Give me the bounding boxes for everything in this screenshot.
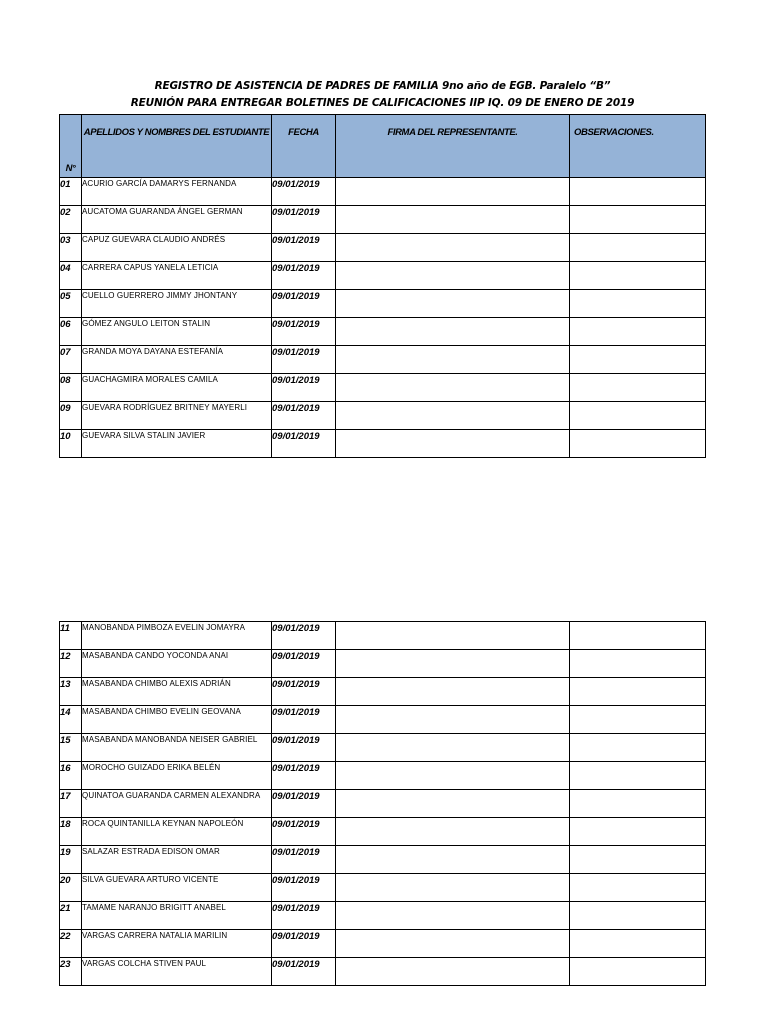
observations-cell[interactable]	[570, 290, 706, 318]
observations-cell[interactable]	[570, 902, 706, 930]
row-number: 14	[60, 706, 82, 734]
observations-cell[interactable]	[570, 818, 706, 846]
student-name: GRANDA MOYA DAYANA ESTEFANÍA	[82, 346, 272, 374]
observations-cell[interactable]	[570, 930, 706, 958]
table-row	[60, 678, 706, 706]
row-number: 22	[60, 930, 82, 958]
signature-cell[interactable]	[336, 318, 570, 346]
observations-cell[interactable]	[570, 790, 706, 818]
student-name: MANOBANDA PIMBOZA EVELIN JOMAYRA	[82, 622, 272, 650]
row-date: 09/01/2019	[272, 650, 336, 678]
table-row	[60, 318, 706, 346]
row-number: 11	[60, 622, 82, 650]
row-number: 04	[60, 262, 82, 290]
signature-cell[interactable]	[336, 262, 570, 290]
student-name: MOROCHO GUIZADO ERIKA BELÉN	[82, 762, 272, 790]
student-name: VARGAS CARRERA NATALIA MARILIN	[82, 930, 272, 958]
signature-cell[interactable]	[336, 206, 570, 234]
row-number: 06	[60, 318, 82, 346]
table-row	[60, 930, 706, 958]
row-number: 10	[60, 430, 82, 458]
attendance-table-1	[59, 114, 706, 458]
student-name: AUCATOMA GUARANDA ÁNGEL GERMAN	[82, 206, 272, 234]
row-date: 09/01/2019	[272, 762, 336, 790]
observations-cell[interactable]	[570, 762, 706, 790]
row-date: 09/01/2019	[272, 790, 336, 818]
student-name: ROCA QUINTANILLA KEYNAN NAPOLEÓN	[82, 818, 272, 846]
row-date: 09/01/2019	[272, 290, 336, 318]
row-date: 09/01/2019	[272, 902, 336, 930]
table-row	[60, 402, 706, 430]
table-row	[60, 874, 706, 902]
row-number: 12	[60, 650, 82, 678]
student-name: SILVA GUEVARA ARTURO VICENTE	[82, 874, 272, 902]
document-subtitle: REUNIÓN PARA ENTREGAR BOLETINES DE CALIFICACIONES IIP IQ. 09 DE ENERO DE 2019	[130, 97, 635, 109]
table-row	[60, 622, 706, 650]
row-number: 17	[60, 790, 82, 818]
observations-cell[interactable]	[570, 846, 706, 874]
observations-cell[interactable]	[570, 374, 706, 402]
signature-cell[interactable]	[336, 930, 570, 958]
row-number: 16	[60, 762, 82, 790]
header-date: FECHA	[272, 115, 336, 178]
row-date: 09/01/2019	[272, 178, 336, 206]
header-signature: FIRMA DEL REPRESENTANTE.	[336, 115, 570, 178]
row-date: 09/01/2019	[272, 402, 336, 430]
signature-cell[interactable]	[336, 818, 570, 846]
signature-cell[interactable]	[336, 762, 570, 790]
row-date: 09/01/2019	[272, 846, 336, 874]
signature-cell[interactable]	[336, 234, 570, 262]
signature-cell[interactable]	[336, 902, 570, 930]
row-date: 09/01/2019	[272, 706, 336, 734]
row-number: 19	[60, 846, 82, 874]
row-number: 02	[60, 206, 82, 234]
student-name: QUINATOA GUARANDA CARMEN ALEXANDRA	[82, 790, 272, 818]
signature-cell[interactable]	[336, 846, 570, 874]
student-name: MASABANDA CHIMBO ALEXIS ADRIÁN	[82, 678, 272, 706]
student-name: GUEVARA RODRÍGUEZ BRITNEY MAYERLI	[82, 402, 272, 430]
table-row	[60, 206, 706, 234]
student-name: CUELLO GUERRERO JIMMY JHONTANY	[82, 290, 272, 318]
table-row	[60, 958, 706, 986]
signature-cell[interactable]	[336, 650, 570, 678]
row-date: 09/01/2019	[272, 234, 336, 262]
row-date: 09/01/2019	[272, 622, 336, 650]
row-number: 08	[60, 374, 82, 402]
row-number: 21	[60, 902, 82, 930]
row-number: 05	[60, 290, 82, 318]
observations-cell[interactable]	[570, 622, 706, 650]
signature-cell[interactable]	[336, 430, 570, 458]
table-row	[60, 430, 706, 458]
signature-cell[interactable]	[336, 346, 570, 374]
student-name: MASABANDA MANOBANDA NEISER GABRIEL	[82, 734, 272, 762]
header-number: N°	[60, 115, 82, 178]
table-row	[60, 346, 706, 374]
signature-cell[interactable]	[336, 790, 570, 818]
attendance-table-2	[59, 621, 706, 986]
row-number: 01	[60, 178, 82, 206]
table-row	[60, 762, 706, 790]
observations-cell[interactable]	[570, 734, 706, 762]
signature-cell[interactable]	[336, 734, 570, 762]
row-date: 09/01/2019	[272, 734, 336, 762]
observations-cell[interactable]	[570, 874, 706, 902]
row-date: 09/01/2019	[272, 930, 336, 958]
student-name: ACURIO GARCÍA DAMARYS FERNANDA	[82, 178, 272, 206]
student-name: GUACHAGMIRA MORALES CAMILA	[82, 374, 272, 402]
student-name: CAPUZ GUEVARA CLAUDIO ANDRÉS	[82, 234, 272, 262]
row-number: 23	[60, 958, 82, 986]
table-row	[60, 374, 706, 402]
row-date: 09/01/2019	[272, 430, 336, 458]
observations-cell[interactable]	[570, 346, 706, 374]
student-name: MASABANDA CHIMBO EVELIN GEOVANA	[82, 706, 272, 734]
row-number: 07	[60, 346, 82, 374]
student-name: VARGAS COLCHA STIVEN PAUL	[82, 958, 272, 986]
signature-cell[interactable]	[336, 874, 570, 902]
table-row	[60, 706, 706, 734]
table-row	[60, 818, 706, 846]
row-number: 09	[60, 402, 82, 430]
header-student-name: APELLIDOS Y NOMBRES DEL ESTUDIANTE	[82, 115, 272, 178]
row-date: 09/01/2019	[272, 874, 336, 902]
signature-cell[interactable]	[336, 706, 570, 734]
signature-cell[interactable]	[336, 402, 570, 430]
row-date: 09/01/2019	[272, 818, 336, 846]
signature-cell[interactable]	[336, 678, 570, 706]
observations-cell[interactable]	[570, 706, 706, 734]
table-row	[60, 902, 706, 930]
table-row	[60, 290, 706, 318]
table-row	[60, 734, 706, 762]
table-row	[60, 846, 706, 874]
signature-cell[interactable]	[336, 622, 570, 650]
observations-cell[interactable]	[570, 262, 706, 290]
row-date: 09/01/2019	[272, 318, 336, 346]
student-name: CARRERA CAPUS YANELA LETICIA	[82, 262, 272, 290]
observations-cell[interactable]	[570, 206, 706, 234]
row-date: 09/01/2019	[272, 678, 336, 706]
observations-cell[interactable]	[570, 318, 706, 346]
observations-cell[interactable]	[570, 402, 706, 430]
table-row	[60, 234, 706, 262]
observations-cell[interactable]	[570, 178, 706, 206]
table-row	[60, 178, 706, 206]
signature-cell[interactable]	[336, 178, 570, 206]
table-row	[60, 650, 706, 678]
row-date: 09/01/2019	[272, 958, 336, 986]
observations-cell[interactable]	[570, 678, 706, 706]
observations-cell[interactable]	[570, 234, 706, 262]
signature-cell[interactable]	[336, 958, 570, 986]
row-number: 20	[60, 874, 82, 902]
table-header-row	[60, 115, 706, 178]
observations-cell[interactable]	[570, 958, 706, 986]
row-number: 15	[60, 734, 82, 762]
row-number: 03	[60, 234, 82, 262]
student-name: GÓMEZ ANGULO LEITON STALIN	[82, 318, 272, 346]
row-number: 13	[60, 678, 82, 706]
observations-cell[interactable]	[570, 430, 706, 458]
student-name: GUEVARA SILVA STALIN JAVIER	[82, 430, 272, 458]
row-date: 09/01/2019	[272, 262, 336, 290]
row-number: 18	[60, 818, 82, 846]
student-name: SALAZAR ESTRADA EDISON OMAR	[82, 846, 272, 874]
signature-cell[interactable]	[336, 374, 570, 402]
document-title: REGISTRO DE ASISTENCIA DE PADRES DE FAMILIA 9no año de EGB. Paralelo “B”	[154, 80, 611, 92]
row-date: 09/01/2019	[272, 206, 336, 234]
header-observations: OBSERVACIONES.	[570, 115, 706, 178]
table-row	[60, 790, 706, 818]
student-name: TAMAME NARANJO BRIGITT ANABEL	[82, 902, 272, 930]
row-date: 09/01/2019	[272, 346, 336, 374]
student-name: MASABANDA CANDO YOCONDA ANAI	[82, 650, 272, 678]
signature-cell[interactable]	[336, 290, 570, 318]
observations-cell[interactable]	[570, 650, 706, 678]
table-row	[60, 262, 706, 290]
row-date: 09/01/2019	[272, 374, 336, 402]
